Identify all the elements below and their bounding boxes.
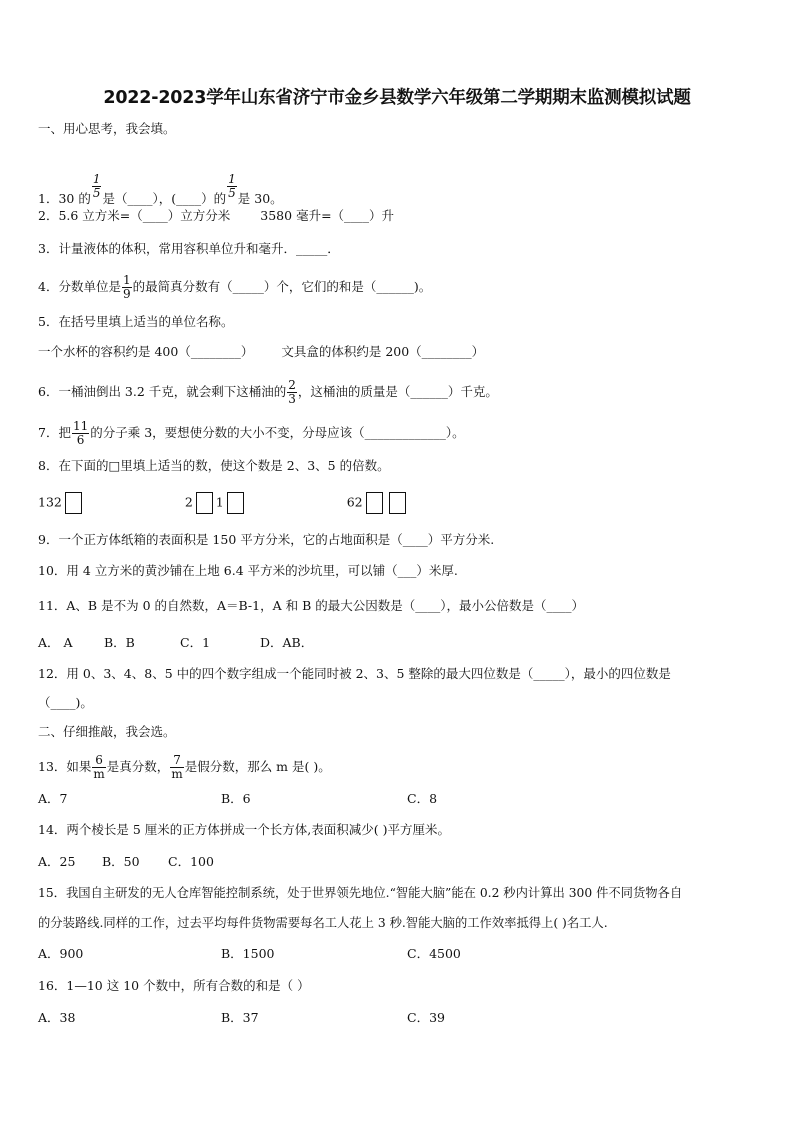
option-c[interactable]: C．1	[180, 635, 211, 650]
option-b[interactable]: B．6	[221, 791, 251, 806]
option-b[interactable]: B．50	[102, 854, 140, 869]
q5-item-b: 文具盒的体积约是 200（________）	[281, 344, 485, 359]
question-4	[38, 274, 431, 301]
question-3: 3．计量液体的体积，常用容积单位升和毫升．_____．	[38, 241, 340, 256]
q13-text-b: 是真分数，	[106, 759, 170, 774]
question-14-options	[38, 854, 214, 870]
page-title: 2022-2023学年山东省济宁市金乡县数学六年级第二学期期末监测模拟试题	[103, 88, 691, 108]
question-14: 14．两个棱长是 5 厘米的正方体拼成一个长方体,表面积减少( )平方厘米。	[38, 822, 451, 837]
option-a[interactable]: A．38	[38, 1010, 76, 1025]
question-6	[38, 379, 498, 406]
question-15-cont: 的分装路线.同样的工作，过去平均每件货物需要每名工人花上 3 秒.智能大脑的工作效率抵得上( )名工人.	[38, 916, 608, 930]
q8-answer-box[interactable]	[196, 492, 213, 514]
q4-text-b: 的最简真分数有（_____）个，它们的和是（______)。	[132, 279, 432, 294]
q1-text-c: 是 30。	[237, 191, 283, 206]
question-2	[38, 208, 394, 224]
q13-fraction-2: $\frac{7}{m}$	[171, 753, 183, 781]
q4-fraction: $\frac{1}{9}$	[122, 273, 131, 301]
question-1	[38, 173, 283, 207]
option-a[interactable]: A． A	[38, 635, 73, 650]
question-11: 11．A、B 是不为 0 的自然数，A＝B-1，A 和 B 的最大公因数是（____），最小公倍数是（____）	[38, 598, 584, 613]
section-2-heading: 二、仔细推敲，我会选。	[38, 724, 176, 739]
question-8: 8．在下面的□里填上适当的数，使这个数是 2、3、5 的倍数。	[38, 458, 390, 473]
q8-number-b1: 2	[184, 494, 193, 510]
q7-fraction: $\frac{11}{6}$	[72, 419, 89, 447]
q7-text-b: 的分子乘 3，要想使分数的大小不变，分母应该（_____________）。	[90, 425, 465, 440]
question-13-options	[38, 791, 437, 807]
option-b[interactable]: B．37	[221, 1010, 259, 1025]
option-c[interactable]: C．100	[168, 854, 214, 869]
question-7	[38, 420, 465, 447]
option-b[interactable]: B．1500	[221, 946, 275, 961]
question-5: 5．在括号里填上适当的单位名称。	[38, 314, 234, 329]
q1-fraction-2: $\frac{1}{5}$	[228, 172, 236, 200]
q1-fraction-1: $\frac{1}{5}$	[92, 172, 101, 200]
option-c[interactable]: C．39	[407, 1010, 445, 1025]
q13-text-a: 13．如果	[38, 759, 92, 774]
q2-part-b: 3580 毫升=（____）升	[260, 208, 395, 223]
q8-number-a: 132	[38, 494, 62, 510]
q4-text-a: 4．分数单位是	[38, 279, 121, 294]
question-16: 16．1—10 这 10 个数中，所有合数的和是（ ）	[38, 978, 310, 993]
option-a[interactable]: A．25	[38, 854, 76, 869]
q8-number-c: 62	[346, 494, 363, 510]
option-a[interactable]: A．900	[38, 946, 84, 961]
section-1-heading: 一、用心思考，我会填。	[38, 121, 176, 136]
q8-answer-box[interactable]	[227, 492, 244, 514]
question-12: 12．用 0、3、4、8、5 中的四个数字组成一个能同时被 2、3、5 整除的最大四位数是（_____），最小的四位数是	[38, 666, 671, 681]
q6-fraction: $\frac{2}{3}$	[288, 378, 296, 406]
question-15: 15．我国自主研发的无人仓库智能控制系统，处于世界领先地位.“智能大脑”能在 0.2 秒内计算出 300 件不同货物各自	[38, 886, 683, 900]
question-9: 9．一个正方体纸箱的表面积是 150 平方分米，它的占地面积是（____）平方分米.	[38, 532, 495, 547]
question-12-cont: （____)。	[38, 695, 93, 710]
q13-text-c: 是假分数，那么 m 是( )。	[184, 759, 331, 774]
q8-number-b2: 1	[215, 494, 224, 510]
question-16-options	[38, 1010, 445, 1026]
q7-text-a: 7．把	[38, 425, 71, 440]
q1-text-b: 是（____），(____）的	[102, 191, 227, 206]
option-c[interactable]: C．8	[407, 791, 438, 806]
question-10: 10．用 4 立方米的黄沙铺在上地 6.4 平方米的沙坑里，可以铺（___）米厚.	[38, 563, 458, 578]
q13-fraction-1: $\frac{6}{m}$	[93, 753, 105, 781]
question-5-items	[38, 344, 484, 360]
option-d[interactable]: D．AB．	[260, 635, 314, 650]
q2-part-a: 2．5.6 立方米=（____）立方分米	[38, 208, 231, 223]
q5-item-a: 一个水杯的容积约是 400（________）	[38, 344, 254, 359]
q8-answer-box[interactable]	[65, 492, 82, 514]
question-13	[38, 754, 331, 781]
q6-text-b: ，这桶油的质量是（______）千克。	[297, 384, 498, 399]
question-11-options	[38, 635, 313, 651]
question-15-options	[38, 946, 461, 962]
q8-answer-box[interactable]	[366, 492, 383, 514]
option-c[interactable]: C．4500	[407, 946, 461, 961]
q1-text-a: 1．30 的	[38, 191, 91, 206]
q6-text-a: 6．一桶油倒出 3.2 千克，就会剩下这桶油的	[38, 384, 287, 399]
option-a[interactable]: A．7	[38, 791, 68, 806]
option-b[interactable]: B．B	[104, 635, 135, 650]
question-8-boxes	[38, 492, 409, 514]
q8-answer-box[interactable]	[389, 492, 406, 514]
